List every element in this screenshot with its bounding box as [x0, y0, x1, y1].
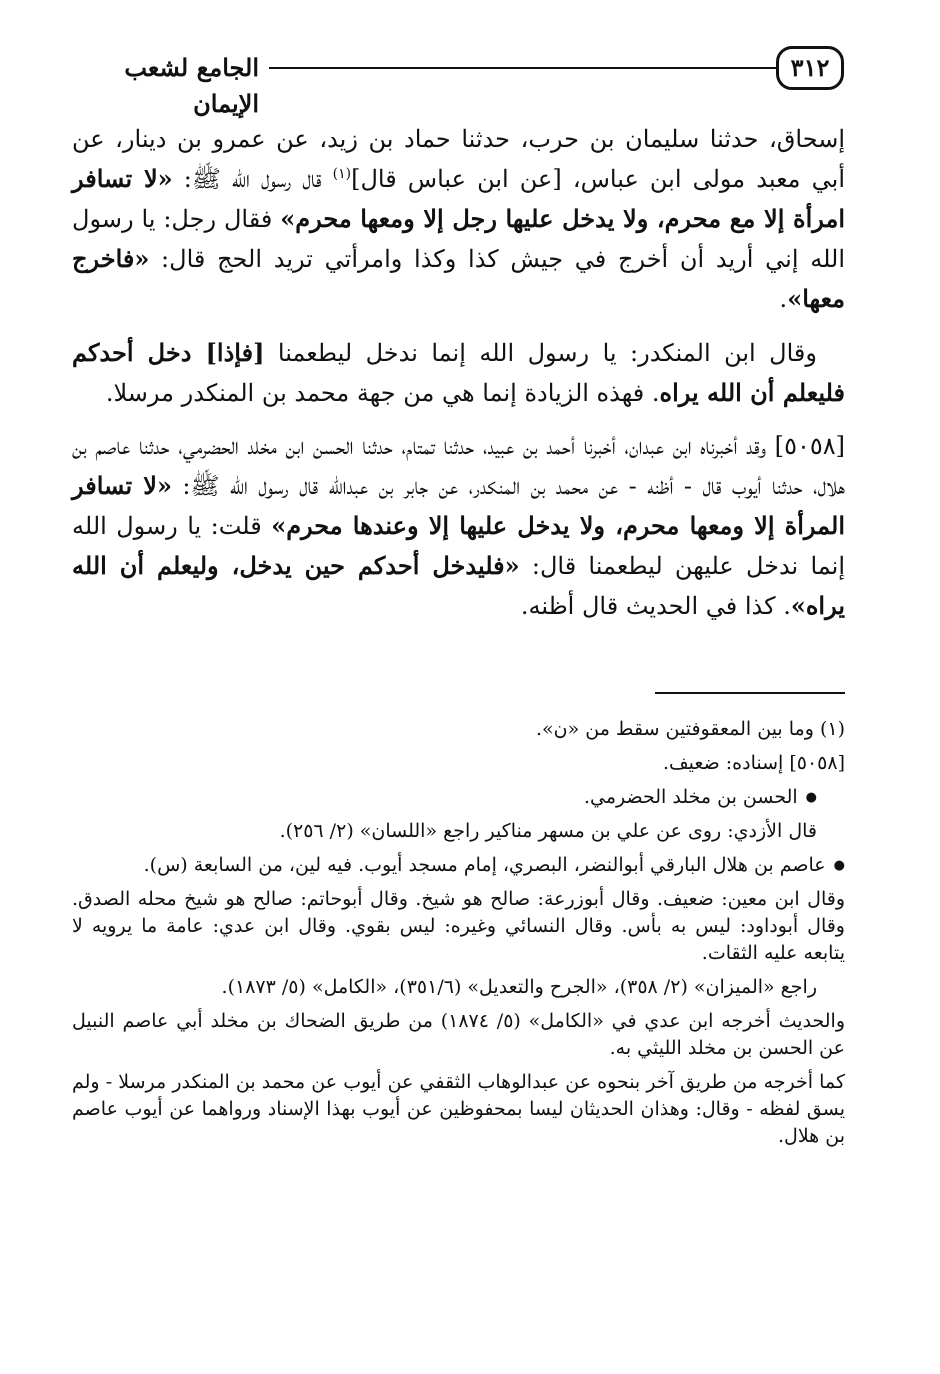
- page-number: ٣١٢: [776, 46, 844, 90]
- reference-note: راجع «الميزان» (٢/ ٣٥٨)، «الجرح والتعديل» (٣٥١/٦)، «الكامل» (٥/ ١٨٧٣).: [221, 976, 817, 998]
- text-run: .: [779, 285, 788, 313]
- footnote-1: (١) وما بين المعقوفتين سقط من «ن».: [535, 718, 845, 740]
- narrator-entry: ● الحسن بن مخلد الحضرمي.: [72, 784, 845, 811]
- text-run: فقال رجل: يا رسول الله إني أريد أن أخرج في جيش كذا وكذا وامرأتي تريد الحج قال:: [72, 205, 845, 273]
- text-run: إسحاق، حدثنا سليمان بن حرب، حدثنا حماد بن زيد، عن عمرو بن دينار، عن أبي معبد مولى ابن عباس، [عن ابن عباس قال]: [72, 125, 845, 193]
- narrator-note: قال الأزدي: روى عن علي بن مسهر مناكير راجع «اللسان» (٢/ ٢٥٦).: [279, 820, 817, 842]
- narrator-entry: ● عاصم بن هلال البارقي أبوالنضر، البصري، إمام مسجد أيوب. فيه لين، من السابعة (س).: [72, 852, 845, 879]
- paragraph-2: [72, 333, 845, 413]
- hadith-quote: «فاخرج معها»: [72, 244, 845, 313]
- takhrij-note: كما أخرجه من طريق آخر بنحوه عن عبدالوهاب الثقفي عن أيوب عن محمد بن المنكدر مرسلا - ولم يسق لفظه - وقال: وهذان الحديثان ليسا بمحفوظين عن أيوب بهذا الإسناد ورواهما عن أيوب عاصم بن هلال.: [72, 1071, 845, 1147]
- text-run: . فهذه الزيادة إنما هي من جهة محمد بن المنكدر مرسلا.: [105, 379, 660, 407]
- hadith-quote: «لا تسافر امرأة إلا مع محرم، ولا يدخل عليها رجل إلا ومعها محرم»: [72, 164, 846, 233]
- page-header: [64, 44, 844, 118]
- paragraph-1: [72, 120, 845, 319]
- footnote-isnad: [٥٠٥٨] إسناده: ضعيف.: [662, 752, 845, 774]
- footnotes: [72, 716, 845, 1157]
- narrator-note: وقال ابن معين: ضعيف. وقال أبوزرعة: صالح هو شيخ. وقال أبوحاتم: صالح هو شيخ محله الصدق. وقال أبوداود: ليس به بأس. وقال النسائي وغيره: ليس بقوي. وقال ابن عدي: عامة ما يرويه لا يتابعه عليه الثقات.: [72, 888, 845, 964]
- footnote-ref: (١): [332, 166, 352, 182]
- text-run: وقال ابن المنكدر: يا رسول الله إنما ندخل ليطعمنا: [264, 339, 817, 367]
- text-run: قلت: يا رسول الله إنما ندخل عليهن ليطعمنا قال:: [72, 512, 845, 580]
- takhrij-note: والحديث أخرجه ابن عدي في «الكامل» (٥/ ١٨٧٤) من طريق الضحاك بن مخلد أبي عاصم النبيل عن الحسن بن مخلد الليثي به.: [72, 1010, 845, 1059]
- paragraph-3: [72, 427, 845, 626]
- text-run: قال رسول الله ﷺ:: [172, 165, 333, 193]
- text-run: [٥٠٥٨] وقد أخبرناه ابن عبدان، أخبرنا أحمد بن عبيد، حدثنا تمتام، حدثنا الحسن ابن مخلد الحضرمي، حدثنا عاصم بن هلال، حدثنا أيوب قال - أظنه - عن محمد بن المنكدر، عن جابر بن عبدالله قال رسول الله ﷺ:: [72, 432, 845, 500]
- text-run: . كذا في الحديث قال أظنه.: [520, 592, 791, 620]
- hadith-quote: [فإذا] دخل أحدكم فليعلم أن الله يراه: [72, 338, 845, 407]
- main-text: [72, 120, 845, 626]
- footnote-separator: [655, 692, 845, 694]
- book-title: الجامع لشعب الإيمان: [124, 53, 259, 118]
- hadith-quote: «لا تسافر المرأة إلا ومعها محرم، ولا يدخل عليها إلا وعندها محرم»: [72, 471, 846, 540]
- hadith-quote: «فليدخل أحدكم حين يدخل، وليعلم أن الله يراه»: [72, 551, 845, 620]
- header-rule: [269, 67, 776, 69]
